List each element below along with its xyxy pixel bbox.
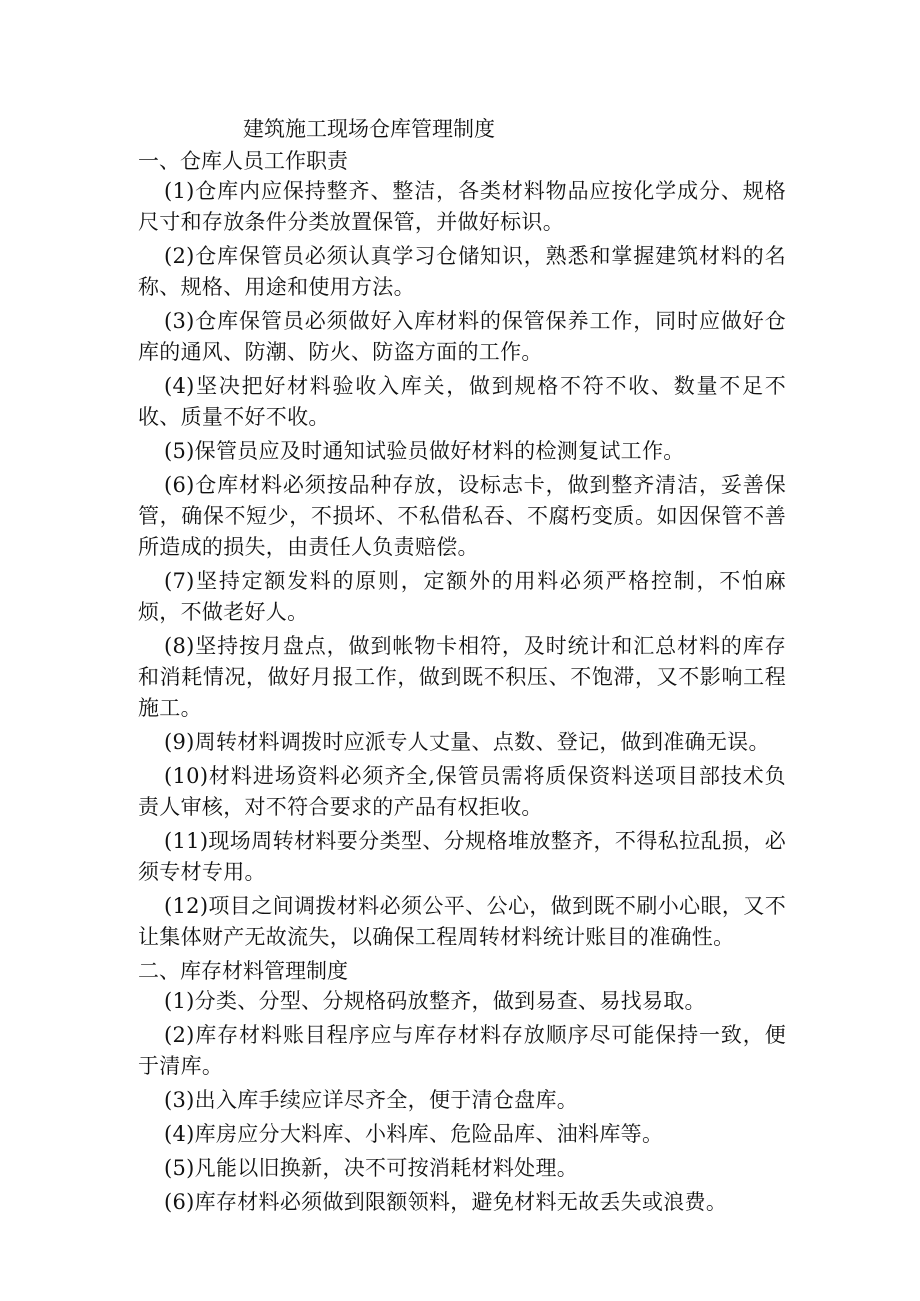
document-title: 建筑施工现场仓库管理制度 [243, 117, 495, 141]
list-item: (5)凡能以旧换新，决不可按消耗材料处理。 [164, 1156, 579, 1180]
list-item: (8)坚持按月盘点，做到帐物卡相符，及时统计和汇总材料的库存和消耗情况，做好月报工作，做到既不积压、不饱滞，又不影响工程施工。 [138, 634, 786, 720]
list-item: (11)现场周转材料要分类型、分规格堆放整齐，不得私拉乱损，必须专材专用。 [138, 829, 786, 884]
list-item: (4)库房应分大料库、小料库、危险品库、油料库等。 [164, 1122, 664, 1146]
list-item: (6)仓库材料必须按品种存放，设标志卡，做到整齐清洁，妥善保管，确保不短少，不损坏、不私借私吞、不腐朽变质。如因保管不善所造成的损失，由责任人负责赔偿。 [138, 473, 786, 559]
list-item: (9)周转材料调拨时应派专人丈量、点数、登记，做到准确无误。 [164, 730, 770, 754]
list-item: (10)材料进场资料必须齐全,保管员需将质保资料送项目部技术负责人审核，对不符合要求的产品有权拒收。 [138, 764, 786, 819]
list-item: (5)保管员应及时通知试验员做好材料的检测复试工作。 [164, 439, 685, 463]
section-heading: 二、库存材料管理制度 [138, 959, 348, 983]
list-item: (4)坚决把好材料验收入库关，做到规格不符不收、数量不足不收、质量不好不收。 [138, 374, 786, 429]
list-item: (3)出入库手续应详尽齐全，便于清仓盘库。 [164, 1088, 579, 1112]
list-item: (3)仓库保管员必须做好入库材料的保管保养工作，同时应做好仓库的通风、防潮、防火、防盗方面的工作。 [138, 309, 786, 364]
list-item: (1)仓库内应保持整齐、整洁，各类材料物品应按化学成分、规格尺寸和存放条件分类放置保管，并做好标识。 [138, 179, 786, 234]
section-heading: 一、仓库人员工作职责 [138, 149, 348, 173]
list-item: (2)库存材料账目程序应与库存材料存放顺序尽可能保持一致，便于清库。 [138, 1023, 786, 1078]
list-item: (2)仓库保管员必须认真学习仓储知识，熟悉和掌握建筑材料的名称、规格、用途和使用方法。 [138, 244, 786, 299]
list-item: (7)坚持定额发料的原则，定额外的用料必须严格控制，不怕麻烦，不做老好人。 [138, 569, 786, 624]
section-warehouse-staff-duties [138, 146, 786, 953]
section-inventory-management [138, 956, 786, 1218]
list-item: (12)项目之间调拨材料必须公平、公心，做到既不刷小心眼，又不让集体财产无故流失，以确保工程周转材料统计账目的准确性。 [138, 894, 786, 949]
document-page [138, 112, 786, 1221]
list-item: (1)分类、分型、分规格码放整齐，做到易查、易找易取。 [164, 989, 706, 1013]
list-item: (6)库存材料必须做到限额领料，避免材料无故丢失或浪费。 [164, 1190, 728, 1214]
